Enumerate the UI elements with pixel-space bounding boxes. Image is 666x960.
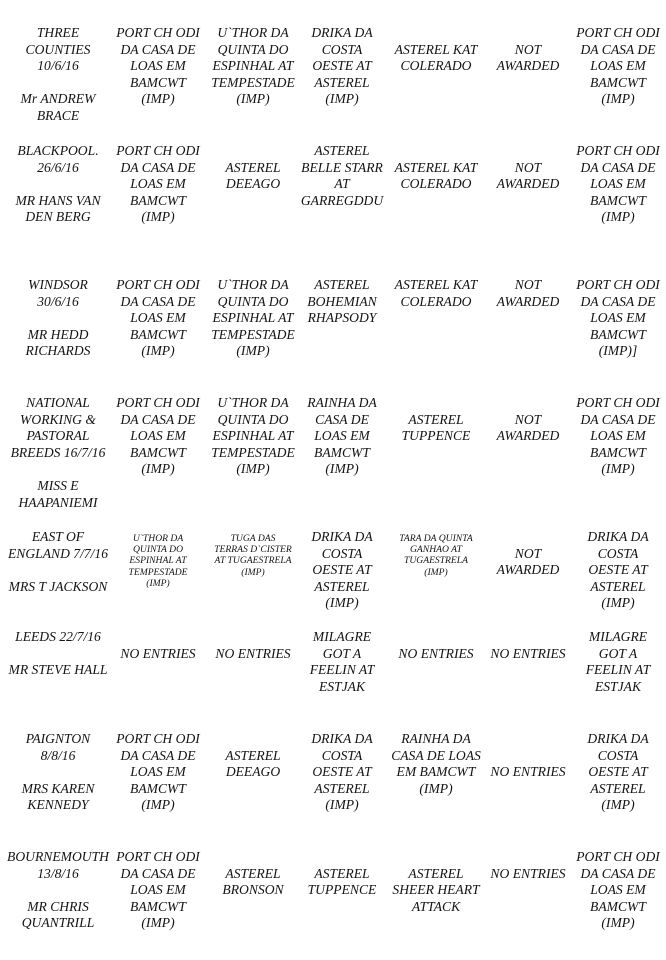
cell-line: CASA DE LOAS	[391, 747, 481, 763]
spacer	[4, 882, 112, 899]
cell-line	[386, 395, 486, 412]
cell-line: MILAGRE	[588, 629, 648, 644]
cell-line: DA CASA DE	[120, 411, 196, 427]
show-cell	[4, 25, 112, 125]
cell-line: QUINTA DO	[217, 41, 289, 57]
cell-line	[386, 849, 486, 866]
judge-name-line: MR HEDD	[27, 326, 89, 342]
judge-name-line: MR STEVE HALL	[8, 662, 108, 678]
cell-line: LOAS EM	[130, 764, 186, 780]
result-d-cell	[386, 143, 486, 193]
cell-line: ESTJAK	[318, 678, 366, 694]
cell-line: DA CASA DE	[580, 865, 656, 881]
cell-line: GOT A	[322, 645, 362, 661]
show-name-line: NATIONAL	[26, 395, 90, 410]
result-f-cell	[572, 25, 664, 108]
cell-line: BAMCWT	[130, 74, 186, 90]
result-f-cell	[572, 629, 664, 695]
cell-line: LOAS EM	[130, 310, 186, 326]
cell-line: TEMPESTADE	[128, 566, 188, 578]
cell-line: RHAPSODY	[307, 310, 377, 326]
show-name-line: 8/8/16	[40, 747, 76, 763]
cell-line: COSTA	[597, 545, 639, 561]
cell-line: DA CASA DE	[580, 41, 656, 57]
result-c-cell	[300, 277, 384, 327]
cell-line: U`THOR DA	[217, 277, 289, 292]
result-b-cell	[206, 629, 300, 662]
cell-line: ASTEREL KAT	[394, 41, 478, 57]
cell-line: BAMCWT	[130, 780, 186, 796]
cell-line: DA CASA DE	[120, 159, 196, 175]
cell-line: QUINTA DO	[217, 411, 289, 427]
result-f-cell	[572, 849, 664, 932]
cell-line: DA CASA DE	[120, 293, 196, 309]
show-name-line: 30/6/16	[37, 293, 79, 309]
cell-line: AT TUGAESTRELA	[214, 555, 292, 567]
result-b-cell	[206, 533, 300, 578]
cell-line: NO ENTRIES	[120, 645, 196, 661]
cell-line: U`THOR DA	[132, 533, 184, 544]
show-name-line: BOURNEMOUTH	[7, 849, 109, 864]
judge-name-line: MISS E	[37, 477, 79, 493]
cell-line: BAMCWT	[590, 74, 646, 90]
cell-line: PORT CH ODI	[116, 395, 200, 410]
cell-line: OESTE AT	[312, 58, 372, 74]
cell-line: AT	[334, 176, 350, 192]
cell-line: SHEER HEART	[392, 882, 480, 898]
cell-line: BAMCWT	[130, 898, 186, 914]
cell-line: U`THOR DA	[217, 25, 289, 40]
cell-line: (IMP)	[601, 91, 635, 107]
cell-line: LOAS EM	[590, 176, 646, 192]
cell-line: (IMP)	[236, 461, 270, 477]
cell-line: (IMP)	[601, 595, 635, 611]
show-cell	[4, 731, 112, 814]
cell-line	[484, 143, 572, 160]
cell-line: ASTEREL	[314, 143, 370, 158]
cell-line: BAMCWT	[590, 898, 646, 914]
cell-line: BAMCWT	[590, 192, 646, 208]
cell-line: (IMP)	[141, 209, 175, 225]
judge-name-line: HAAPANIEMI	[18, 494, 98, 510]
cell-line: QUINTA DO	[217, 293, 289, 309]
show-name-line: 26/6/16	[37, 159, 79, 175]
cell-line: LOAS EM	[590, 58, 646, 74]
cell-line: ESPINHAL AT	[212, 428, 294, 444]
cell-line: NOT	[514, 277, 542, 292]
cell-line	[206, 849, 300, 866]
judge-name-line: MR CHRIS	[27, 898, 89, 914]
cell-line: LOAS EM	[130, 58, 186, 74]
show-cell	[4, 849, 112, 932]
cell-line: COSTA	[321, 41, 363, 57]
show-name-line: BLACKPOOL.	[17, 143, 99, 158]
cell-line: FEELIN AT	[309, 662, 375, 678]
cell-line: LOAS EM	[590, 428, 646, 444]
show-name-line: ENGLAND 7/7/16	[7, 545, 109, 561]
cell-line: ASTEREL	[590, 780, 646, 796]
judge-name-line: Mr ANDREW	[20, 91, 96, 107]
judge-name-line: MRS T JACKSON	[8, 578, 108, 594]
show-name-line: LEEDS 22/7/16	[15, 629, 101, 644]
show-name-line: 13/8/16	[37, 865, 79, 881]
spacer	[4, 461, 112, 478]
cell-line: COLERADO	[400, 293, 472, 309]
cell-line: BAMCWT	[590, 444, 646, 460]
result-b-cell	[206, 25, 300, 108]
cell-line: COSTA	[321, 545, 363, 561]
cell-line: (IMP)	[141, 915, 175, 931]
cell-line: (IMP)	[325, 797, 359, 813]
show-name-line: WORKING &	[20, 411, 96, 427]
result-d-cell	[386, 731, 486, 797]
cell-line: OESTE AT	[312, 764, 372, 780]
cell-line: (IMP)	[601, 797, 635, 813]
cell-line: PORT CH ODI	[576, 849, 660, 864]
cell-line: BAMCWT	[130, 444, 186, 460]
show-name-line: THREE	[36, 25, 80, 40]
cell-line	[206, 143, 300, 160]
cell-line: TEMPESTADE	[211, 326, 295, 342]
cell-line: DA CASA DE	[580, 411, 656, 427]
cell-line: DA CASA DE	[580, 293, 656, 309]
show-name-line: PAIGNTON	[25, 731, 91, 746]
result-a-cell	[112, 533, 204, 589]
cell-line: ASTEREL	[408, 411, 464, 427]
result-d-cell	[386, 395, 486, 445]
cell-line: TUGAESTRELA	[404, 555, 468, 567]
cell-line: PORT CH ODI	[576, 25, 660, 40]
result-c-cell	[300, 25, 384, 108]
result-a-cell	[112, 25, 204, 108]
result-b-cell	[206, 395, 300, 478]
cell-line: (IMP)	[601, 209, 635, 225]
cell-line: BRONSON	[222, 882, 284, 898]
result-e-cell	[484, 529, 572, 579]
cell-line: PORT CH ODI	[576, 143, 660, 158]
cell-line: DEEAGO	[225, 176, 281, 192]
cell-line: (IMP)	[241, 566, 265, 578]
spacer	[4, 562, 112, 579]
result-e-cell	[484, 731, 572, 781]
judge-name-line: MRS KAREN	[21, 780, 95, 796]
cell-line: TUPPENCE	[307, 882, 377, 898]
spacer	[4, 310, 112, 327]
cell-line: AWARDED	[496, 293, 560, 309]
cell-line	[484, 629, 572, 646]
show-cell	[4, 529, 112, 595]
result-a-cell	[112, 731, 204, 814]
show-name-line: BREEDS 16/7/16	[10, 444, 106, 460]
show-name-line: WINDSOR	[28, 277, 88, 292]
cell-line: PORT CH ODI	[116, 277, 200, 292]
cell-line: GOT A	[598, 645, 638, 661]
spacer	[4, 176, 112, 193]
cell-line: DRIKA DA	[587, 731, 649, 746]
cell-line: RAINHA DA	[307, 395, 377, 410]
cell-line: (IMP)	[601, 461, 635, 477]
cell-line: NOT	[514, 545, 542, 561]
result-b-cell	[206, 731, 300, 781]
cell-line: ASTEREL	[314, 74, 370, 90]
cell-line: DRIKA DA	[587, 529, 649, 544]
cell-line: DRIKA DA	[311, 25, 373, 40]
cell-line: NO ENTRIES	[490, 645, 566, 661]
result-f-cell	[572, 143, 664, 226]
result-d-cell	[386, 849, 486, 915]
show-name-line: COUNTIES	[25, 41, 91, 57]
cell-line: PORT CH ODI	[576, 395, 660, 410]
cell-line: NO ENTRIES	[215, 645, 291, 661]
result-d-cell	[386, 533, 486, 578]
cell-line: BELLE STARR	[301, 159, 383, 175]
cell-line	[484, 849, 572, 866]
result-a-cell	[112, 143, 204, 226]
cell-line: LOAS EM	[590, 882, 646, 898]
cell-line: (IMP)	[236, 343, 270, 359]
cell-line: (IMP)	[141, 461, 175, 477]
result-c-cell	[300, 731, 384, 814]
judge-name-line: DEN BERG	[25, 209, 91, 225]
cell-line: BOHEMIAN	[307, 293, 377, 309]
cell-line	[112, 629, 204, 646]
result-e-cell	[484, 629, 572, 662]
cell-line: LOAS EM	[130, 428, 186, 444]
cell-line: LOAS EM	[314, 428, 370, 444]
cell-line: NOT	[514, 159, 542, 175]
cell-line: ASTEREL	[590, 578, 646, 594]
cell-line: GARREGDDU	[300, 192, 384, 208]
cell-line: PORT CH ODI	[116, 143, 200, 158]
show-cell	[4, 629, 112, 679]
cell-line	[484, 395, 572, 412]
cell-line: OESTE AT	[312, 562, 372, 578]
cell-line	[300, 849, 384, 866]
cell-line: AWARDED	[496, 428, 560, 444]
cell-line: COLERADO	[400, 176, 472, 192]
cell-line	[206, 731, 300, 748]
cell-line	[484, 25, 572, 42]
cell-line: BAMCWT	[314, 444, 370, 460]
cell-line: DRIKA DA	[311, 529, 373, 544]
result-f-cell	[572, 395, 664, 478]
cell-line: ASTEREL	[408, 865, 464, 881]
result-e-cell	[484, 395, 572, 445]
result-e-cell	[484, 849, 572, 882]
cell-line: GANHAO AT	[410, 544, 462, 556]
cell-line: DEEAGO	[225, 764, 281, 780]
cell-line: COSTA	[321, 747, 363, 763]
spacer	[4, 646, 112, 663]
cell-line: AWARDED	[496, 562, 560, 578]
cell-line: ASTEREL	[225, 865, 281, 881]
cell-line: (IMP)	[325, 461, 359, 477]
cell-line: NO ENTRIES	[490, 865, 566, 881]
cell-line: ASTEREL	[314, 865, 370, 881]
cell-line: TEMPESTADE	[211, 74, 295, 90]
cell-line: BAMCWT	[590, 326, 646, 342]
cell-line: DRIKA DA	[311, 731, 373, 746]
cell-line: AWARDED	[496, 58, 560, 74]
cell-line: TERRAS D`CISTER	[214, 544, 292, 556]
cell-line: (IMP)	[236, 91, 270, 107]
cell-line: BAMCWT	[130, 192, 186, 208]
cell-line: BAMCWT	[130, 326, 186, 342]
cell-line: QUINTA DO	[132, 544, 183, 556]
result-f-cell	[572, 529, 664, 612]
result-a-cell	[112, 277, 204, 360]
cell-line: (IMP)	[424, 566, 448, 578]
show-name-line: EAST OF	[31, 529, 85, 544]
result-e-cell	[484, 277, 572, 310]
cell-line: (IMP)	[141, 91, 175, 107]
cell-line: NOT	[514, 41, 542, 57]
cell-line: (IMP)	[325, 91, 359, 107]
cell-line: TUPPENCE	[401, 428, 471, 444]
spacer	[4, 764, 112, 781]
result-b-cell	[206, 849, 300, 899]
cell-line: TARA DA QUINTA	[399, 533, 473, 544]
cell-line: ASTEREL	[225, 747, 281, 763]
cell-line: (IMP)	[419, 780, 453, 796]
cell-line: TEMPESTADE	[211, 444, 295, 460]
result-e-cell	[484, 143, 572, 193]
show-name-line: 10/6/16	[37, 58, 79, 74]
show-cell	[4, 395, 112, 511]
cell-line: ESPINHAL AT	[212, 310, 294, 326]
cell-line: (IMP)	[141, 797, 175, 813]
cell-line: (IMP)	[146, 577, 170, 589]
result-e-cell	[484, 25, 572, 75]
cell-line: ESTJAK	[594, 678, 642, 694]
result-a-cell	[112, 395, 204, 478]
cell-line: LOAS EM	[130, 882, 186, 898]
cell-line: RAINHA DA	[401, 731, 471, 746]
result-a-cell	[112, 629, 204, 662]
cell-line: (IMP)	[601, 915, 635, 931]
cell-line: NOT	[514, 411, 542, 427]
cell-line: ASTEREL KAT	[394, 159, 478, 175]
cell-line	[386, 143, 486, 160]
cell-line: CASA DE	[315, 411, 369, 427]
result-f-cell	[572, 731, 664, 814]
cell-line: DA CASA DE	[120, 865, 196, 881]
cell-line	[484, 748, 572, 765]
result-c-cell	[300, 395, 384, 478]
cell-line: NO ENTRIES	[490, 764, 566, 780]
judge-name-line: BRACE	[36, 107, 80, 123]
cell-line: TUGA DAS	[230, 533, 276, 544]
spacer	[4, 75, 112, 92]
result-d-cell	[386, 629, 486, 662]
cell-line: LOAS EM	[590, 310, 646, 326]
cell-line: ESPINHAL AT	[129, 555, 187, 567]
cell-line: (IMP)	[141, 343, 175, 359]
cell-line: ASTEREL	[225, 159, 281, 175]
result-b-cell	[206, 143, 300, 193]
result-c-cell	[300, 629, 384, 695]
cell-line: PORT CH ODI	[576, 277, 660, 292]
cell-line: FEELIN AT	[585, 662, 651, 678]
cell-line: OESTE AT	[588, 562, 648, 578]
result-f-cell	[572, 277, 664, 360]
show-cell	[4, 143, 112, 226]
result-b-cell	[206, 277, 300, 360]
cell-line: (IMP)]	[598, 343, 638, 359]
cell-line: NO ENTRIES	[398, 645, 474, 661]
cell-line	[206, 629, 300, 646]
result-d-cell	[386, 277, 486, 310]
result-c-cell	[300, 143, 384, 209]
show-cell	[4, 277, 112, 360]
cell-line: PORT CH ODI	[116, 25, 200, 40]
cell-line: DA CASA DE	[580, 159, 656, 175]
cell-line: ATTACK	[411, 898, 461, 914]
cell-line	[484, 529, 572, 546]
cell-line: ASTEREL	[314, 780, 370, 796]
cell-line: AWARDED	[496, 176, 560, 192]
show-name-line: PASTORAL	[26, 428, 90, 444]
result-a-cell	[112, 849, 204, 932]
cell-line: (IMP)	[325, 595, 359, 611]
cell-line	[386, 629, 486, 646]
cell-line: PORT CH ODI	[116, 849, 200, 864]
cell-line: DA CASA DE	[120, 747, 196, 763]
cell-line: LOAS EM	[130, 176, 186, 192]
cell-line: ASTEREL	[314, 578, 370, 594]
cell-line: DA CASA DE	[120, 41, 196, 57]
cell-line	[386, 25, 486, 42]
cell-line: ESPINHAL AT	[212, 58, 294, 74]
cell-line: OESTE AT	[588, 764, 648, 780]
judge-name-line: MR HANS VAN	[15, 192, 101, 208]
result-c-cell	[300, 849, 384, 899]
judge-name-line: RICHARDS	[25, 343, 91, 359]
judge-name-line: KENNEDY	[27, 797, 89, 813]
judge-name-line: QUANTRILL	[21, 915, 95, 931]
result-c-cell	[300, 529, 384, 612]
cell-line: COSTA	[597, 747, 639, 763]
cell-line: U`THOR DA	[217, 395, 289, 410]
cell-line: MILAGRE	[312, 629, 372, 644]
result-d-cell	[386, 25, 486, 75]
cell-line: PORT CH ODI	[116, 731, 200, 746]
cell-line: EM BAMCWT	[396, 764, 476, 780]
cell-line: COLERADO	[400, 58, 472, 74]
cell-line: ASTEREL KAT	[394, 277, 478, 292]
cell-line	[484, 731, 572, 748]
cell-line: ASTEREL	[314, 277, 370, 292]
